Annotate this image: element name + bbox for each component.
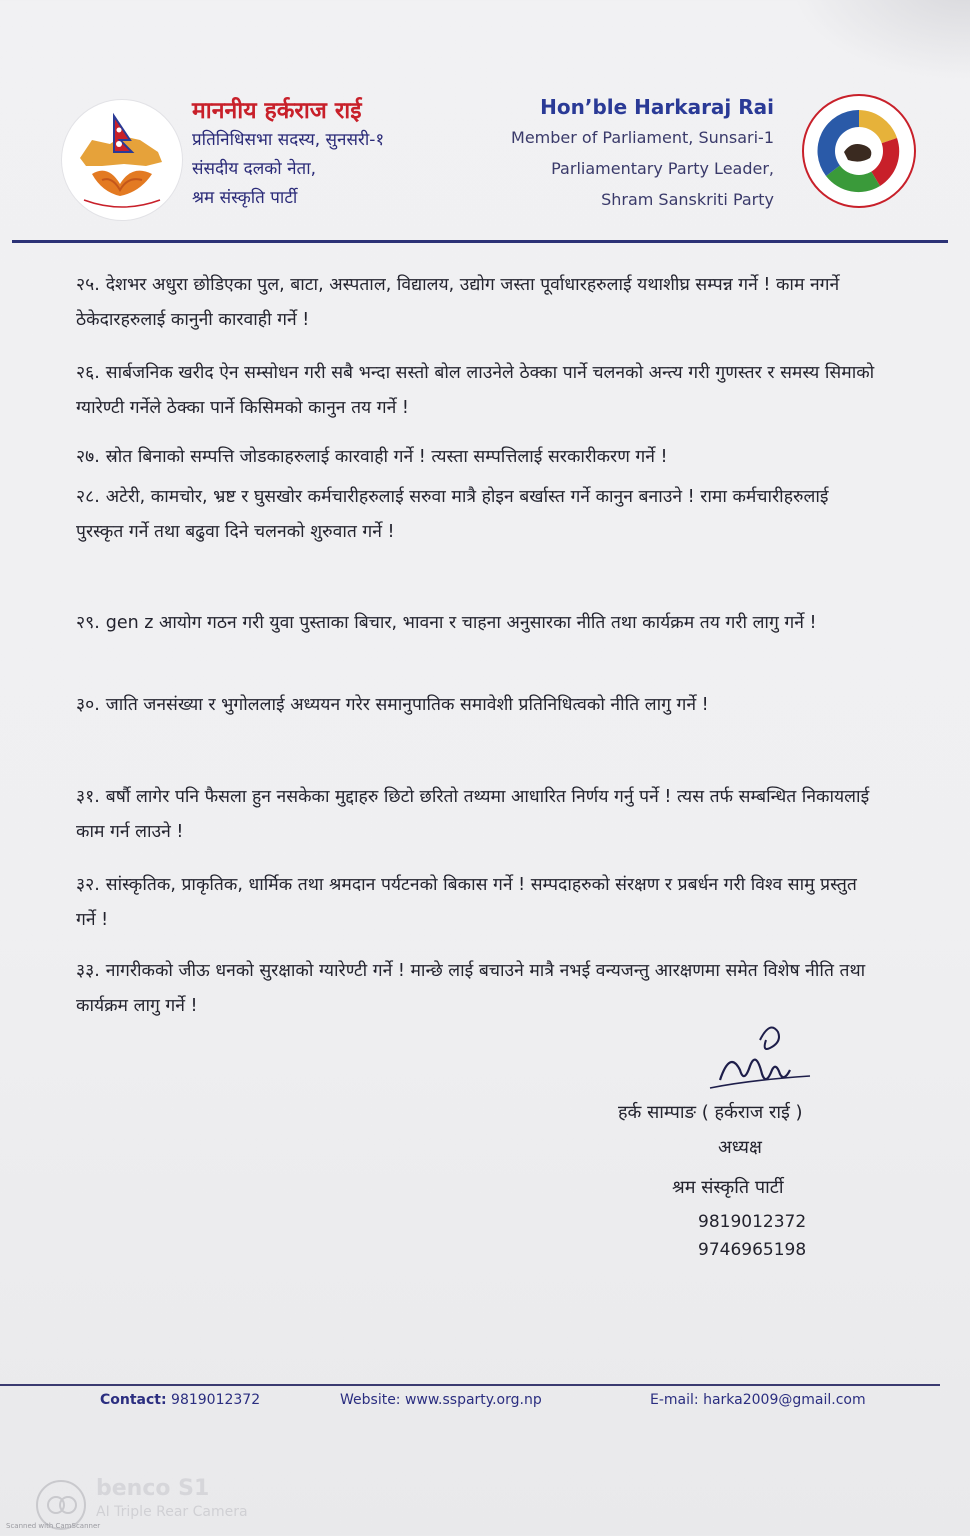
signatory-phone-2: 9746965198 — [698, 1240, 807, 1260]
item-number: ३१. — [76, 787, 100, 807]
party-name-english: Shram Sanskriti Party — [601, 190, 774, 209]
item-number: २५. — [76, 275, 100, 295]
list-item — [76, 440, 876, 475]
list-item — [76, 780, 876, 850]
party-leader-nepali: संसदीय दलको नेता, — [192, 159, 317, 179]
page-corner-shadow — [790, 0, 970, 80]
header-right-block — [414, 92, 774, 215]
email-label: E-mail: — [650, 1392, 699, 1408]
member-designation-nepali: प्रतिनिधिसभा सदस्य, सुनसरी-१ — [192, 130, 385, 150]
item-text: नागरीकको जीऊ धनको सुरक्षाको ग्यारेण्टी गर्ने ! मान्छे लाई बचाउने मात्रै नभई वन्यजन्तु आरक्षणमा समेत विशेष नीति तथा कार्यक्रम लागु गर्ने ! — [76, 961, 866, 1016]
signatory-name: हर्क साम्पाङ ( हर्कराज राई ) — [618, 1102, 803, 1123]
list-item — [76, 606, 876, 641]
item-text: स्रोत बिनाको सम्पत्ति जोडकाहरुलाई कारवाही गर्ने ! त्यस्ता सम्पत्तिलाई सरकारीकरण गर्ने ! — [105, 447, 668, 467]
signatory-party: श्रम संस्कृति पार्टी — [672, 1177, 784, 1198]
website-url: www.ssparty.org.np — [404, 1392, 542, 1408]
signatory-phone-1: 9819012372 — [698, 1212, 807, 1232]
handwritten-signature — [700, 1010, 820, 1100]
item-text: अटेरी, कामचोर, भ्रष्ट र घुसखोर कर्मचारीहरुलाई सरुवा मात्रै होइन बर्खास्त गर्ने कानुन बनाउने ! रामा कर्मचारीहरुलाई पुरस्कृत गर्ने तथा बढुवा दिने चलनको शुरुवात गर्ने ! — [76, 487, 829, 542]
item-text: gen z आयोग गठन गरी युवा पुस्ताका बिचार, भावना र चाहना अनुसारका नीति तथा कार्यक्रम तय गरी लागु गर्ने ! — [105, 613, 817, 633]
scanner-note: Scanned with CamScanner — [6, 1522, 101, 1530]
camera-brand: benco S1 — [96, 1476, 210, 1501]
party-name-nepali: श्रम संस्कृति पार्टी — [192, 188, 298, 208]
member-name-nepali: माननीय हर्कराज राई — [192, 98, 362, 124]
member-designation-english: Member of Parliament, Sunsari-1 — [511, 128, 774, 147]
footer-divider — [0, 1384, 940, 1386]
item-number: ३२. — [76, 875, 100, 895]
list-item — [76, 480, 876, 550]
letterhead-footer — [0, 1384, 970, 1424]
item-number: २७. — [76, 447, 100, 467]
item-number: २६. — [76, 363, 100, 383]
item-number: ३०. — [76, 695, 100, 715]
nepal-map-flag-logo — [62, 100, 182, 220]
item-text: देशभर अधुरा छोडिएका पुल, बाटा, अस्पताल, विद्यालय, उद्योग जस्ता पूर्वाधारहरुलाई यथाशीघ्र सम्पन्न गर्ने ! काम नगर्ने ठेकेदारहरुलाई कानुनी कारवाही गर्ने ! — [76, 275, 840, 330]
party-election-symbol-logo — [800, 92, 918, 210]
item-number: ३३. — [76, 961, 100, 981]
item-text: जाति जनसंख्या र भुगोललाई अध्ययन गरेर समानुपातिक समावेशी प्रतिनिधित्वको नीति लागु गर्ने ! — [105, 695, 709, 715]
item-text: सार्बजनिक खरीद ऐन सम्सोधन गरी सबै भन्दा सस्तो बोल लाउनेले ठेक्का पार्ने चलनको अन्त्य गरी गुणस्तर र समस्य सिमाको ग्यारेण्टी गर्नेले ठेक्का पार्ने किसिमको कानुन तय गर्ने ! — [76, 363, 875, 418]
footer-website — [340, 1392, 542, 1408]
list-item — [76, 688, 876, 723]
footer-contact — [100, 1392, 260, 1408]
contact-label: Contact: — [100, 1392, 167, 1408]
item-text: बर्षौ लागेर पनि फैसला हुन नसकेका मुद्दाहरु छिटो छरितो तथ्यमा आधारित निर्णय गर्नु पर्ने ! त्यस तर्फ सम्बन्धित निकायलाई काम गर्न लाउने ! — [76, 787, 870, 842]
signatory-title: अध्यक्ष — [718, 1137, 762, 1158]
website-label: Website: — [340, 1392, 401, 1408]
list-item — [76, 356, 876, 426]
item-number: २८. — [76, 487, 100, 507]
list-item — [76, 868, 876, 938]
party-leader-english: Parliamentary Party Leader, — [551, 159, 774, 178]
item-text: सांस्कृतिक, प्राकृतिक, धार्मिक तथा श्रमदान पर्यटनको बिकास गर्ने ! सम्पदाहरुको संरक्षण र प्रबर्धन गरी विश्व सामु प्रस्तुत गर्ने ! — [76, 875, 857, 930]
footer-email — [650, 1392, 866, 1408]
list-item — [76, 268, 876, 338]
item-number: २९. — [76, 613, 100, 633]
member-name-english: Hon’ble Harkaraj Rai — [540, 95, 774, 119]
contact-number: 9819012372 — [171, 1392, 261, 1408]
header-divider — [12, 240, 948, 243]
camera-subtitle: AI Triple Rear Camera — [96, 1504, 248, 1520]
email-address: harka2009@gmail.com — [703, 1392, 866, 1408]
